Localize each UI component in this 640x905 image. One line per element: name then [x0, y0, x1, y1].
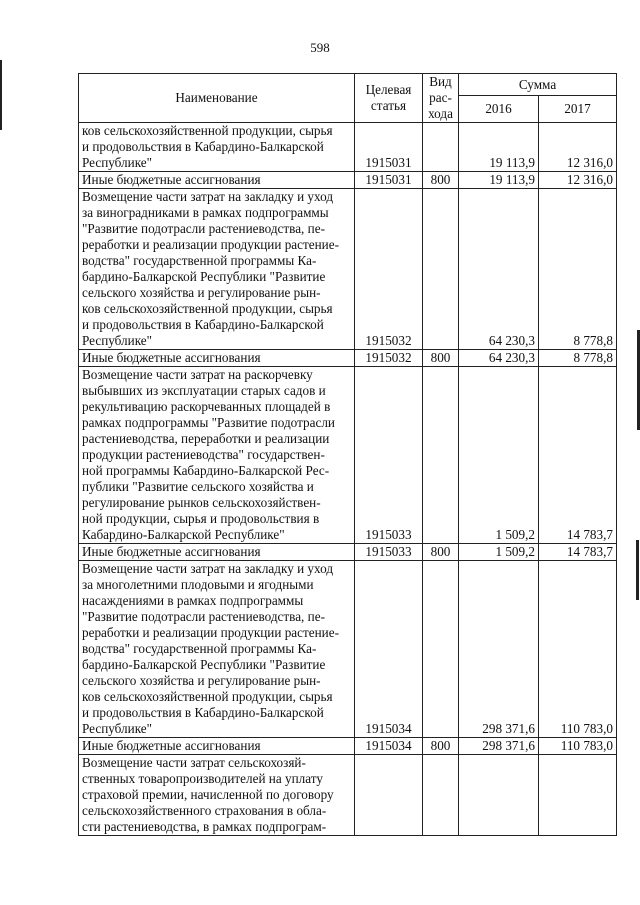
row-target-article: 1915031 — [355, 123, 423, 172]
row-amount-2016: 19 113,9 — [459, 123, 539, 172]
table-row — [79, 367, 617, 544]
table-row — [79, 544, 617, 561]
table-row — [79, 172, 617, 189]
row-amount-2016: 298 371,6 — [459, 561, 539, 738]
scan-edge-mark — [636, 540, 639, 600]
row-name: Иные бюджетные ассигнования — [79, 172, 355, 189]
row-amount-2017: 12 316,0 — [539, 123, 617, 172]
row-name: Возмещение части затрат на закладку и уход за виноградниками в рамках подпрограммы "Развитие подотрасли растениеводства, пе- реработки и реализации продукции растение- водства" государственной программы Ка- бардино-Балкарской Республики "Развитие сельского хозяйства и регулирование рын- ков сельскохозяйственной продукции, сырья и продовольствия в Кабардино-Балкарской Республике" — [79, 189, 355, 350]
row-target-article: 1915034 — [355, 561, 423, 738]
row-target-article: 1915034 — [355, 738, 423, 755]
row-amount-2017: 110 783,0 — [539, 561, 617, 738]
row-amount-2017: 14 783,7 — [539, 544, 617, 561]
row-name: Иные бюджетные ассигнования — [79, 350, 355, 367]
header-name: Наименование — [79, 74, 355, 123]
budget-table — [78, 73, 617, 836]
table-row — [79, 738, 617, 755]
row-name: Возмещение части затрат на раскорчевку выбывших из эксплуатации старых садов и рекультивацию раскорчеванных площадей в рамках подпрограммы "Развитие подотрасли растениеводства, переработки и реализации продукции растениеводства" государствен- ной программы Кабардино-Балкарской Рес- публики "Развитие сельского хозяйства и регулирование рынков сельскохозяйствен- ной продукции, сырья и продовольствия в Кабардино-Балкарской Республике" — [79, 367, 355, 544]
header-year-2016: 2016 — [459, 96, 539, 123]
row-expense-type: 800 — [423, 738, 459, 755]
table-row — [79, 123, 617, 172]
row-target-article: 1915032 — [355, 189, 423, 350]
header-target-article: Целевая статья — [355, 74, 423, 123]
row-name: ков сельскохозяйственной продукции, сырья и продовольствия в Кабардино-Балкарской Республике" — [79, 123, 355, 172]
page-number: 598 — [310, 40, 330, 55]
row-name: Возмещение части затрат сельскохозяй- ственных товаропроизводителей на уплату страховой премии, начисленной по договору сельскохозяйственного страхования в обла- сти растениеводства, в рамках подпрограм- — [79, 755, 355, 836]
row-expense-type: 800 — [423, 350, 459, 367]
row-amount-2017: 12 316,0 — [539, 172, 617, 189]
header-year-2017: 2017 — [539, 96, 617, 123]
table-row — [79, 561, 617, 738]
row-amount-2016: 64 230,3 — [459, 350, 539, 367]
table-row — [79, 755, 617, 836]
scan-edge-mark — [0, 60, 2, 130]
row-amount-2016: 1 509,2 — [459, 367, 539, 544]
row-target-article: 1915032 — [355, 350, 423, 367]
row-amount-2016 — [459, 755, 539, 836]
row-name: Иные бюджетные ассигнования — [79, 544, 355, 561]
row-amount-2017: 8 778,8 — [539, 350, 617, 367]
row-target-article: 1915033 — [355, 367, 423, 544]
row-amount-2016: 1 509,2 — [459, 544, 539, 561]
row-amount-2016: 64 230,3 — [459, 189, 539, 350]
row-amount-2017: 110 783,0 — [539, 738, 617, 755]
header-expense-type: Вид рас-хода — [423, 74, 459, 123]
row-expense-type — [423, 561, 459, 738]
row-expense-type: 800 — [423, 544, 459, 561]
table-row — [79, 189, 617, 350]
row-amount-2017: 14 783,7 — [539, 367, 617, 544]
row-expense-type — [423, 755, 459, 836]
row-amount-2016: 19 113,9 — [459, 172, 539, 189]
row-target-article: 1915033 — [355, 544, 423, 561]
row-target-article — [355, 755, 423, 836]
row-amount-2017: 8 778,8 — [539, 189, 617, 350]
row-name: Возмещение части затрат на закладку и уход за многолетними плодовыми и ягодными насаждениями в рамках подпрограммы "Развитие подотрасли растениеводства, пе- реработки и реализации продукции растение- водства" государственной программы Ка- бардино-Балкарской Республики "Развитие сельского хозяйства и регулирование рын- ков сельскохозяйственной продукции, сырья и продовольствия в Кабардино-Балкарской Республике" — [79, 561, 355, 738]
row-expense-type — [423, 123, 459, 172]
header-sum: Сумма — [459, 74, 617, 96]
row-expense-type: 800 — [423, 172, 459, 189]
row-amount-2016: 298 371,6 — [459, 738, 539, 755]
row-expense-type — [423, 367, 459, 544]
row-expense-type — [423, 189, 459, 350]
table-header-row — [79, 74, 617, 96]
table-row — [79, 350, 617, 367]
row-name: Иные бюджетные ассигнования — [79, 738, 355, 755]
row-amount-2017 — [539, 755, 617, 836]
row-target-article: 1915031 — [355, 172, 423, 189]
